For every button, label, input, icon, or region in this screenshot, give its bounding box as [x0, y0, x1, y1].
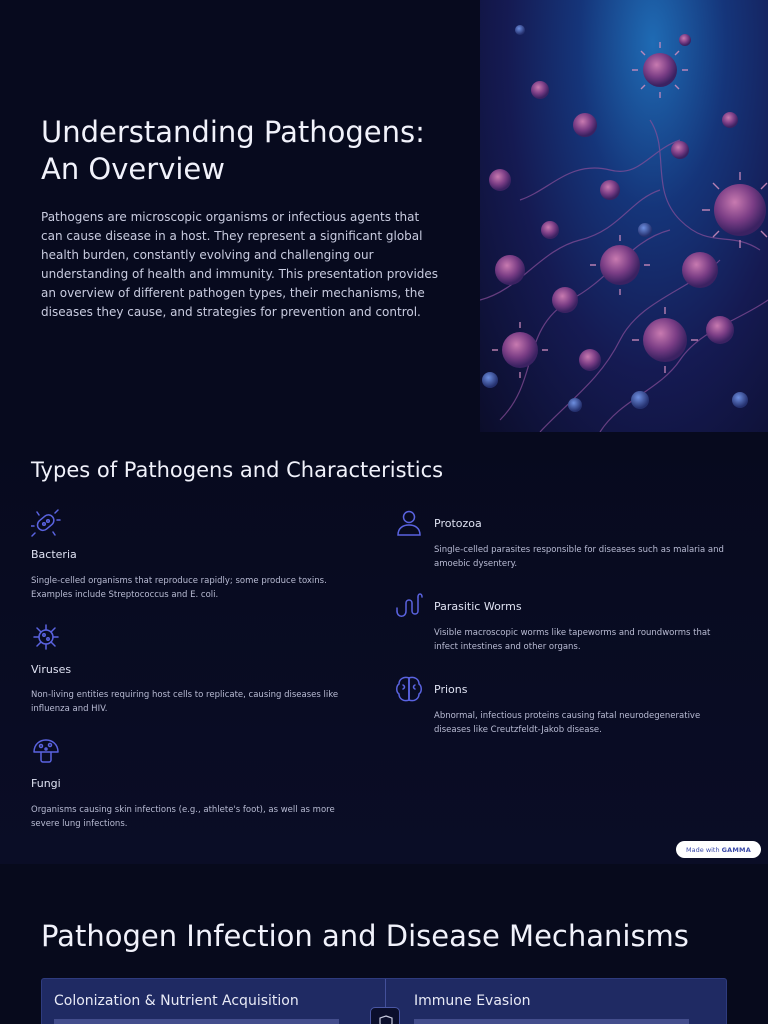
pathogen-card-protozoa: [394, 508, 734, 578]
pathogen-card-fungi: [31, 737, 371, 837]
pathogen-hero-image: [480, 0, 768, 432]
bacteria-icon: [31, 508, 61, 538]
mechanism-title-immune-evasion: Immune Evasion: [414, 993, 531, 1009]
truncated-text-line: [54, 1019, 339, 1024]
pathogen-types-slide: [0, 432, 768, 864]
virus-illustration: [480, 0, 768, 432]
pathogen-description: Visible macroscopic worms like tapeworms and roundworms that infect intestines and other organs.: [434, 628, 711, 652]
mechanism-comparison-card: [41, 978, 727, 1024]
pathogen-card-parasitic-worms: [394, 591, 734, 661]
pathogen-name: Bacteria: [31, 548, 77, 561]
pathogen-card-prions: [394, 674, 734, 744]
slide-title: Understanding Pathogens: An Overview: [41, 115, 425, 186]
title-slide: [0, 0, 768, 432]
pathogen-card-bacteria: [31, 508, 371, 608]
badge-prefix: Made with: [686, 845, 720, 854]
pathogen-name: Fungi: [31, 777, 61, 790]
pathogen-name: Prions: [434, 683, 468, 696]
pathogen-description: Organisms causing skin infections (e.g., athlete's foot), as well as more severe lung infections.: [31, 805, 335, 829]
slide-intro-text: Pathogens are microscopic organisms or infectious agents that can cause disease in a host. They represent a significant global health burden, constantly evolving and challenging our understanding of health and immunity. This presentation provides an overview of different pathogen types, their mechanisms, the diseases they cause, and strategies for prevention and control.: [41, 210, 439, 319]
worm-icon: [394, 591, 424, 621]
virus-icon: [31, 622, 61, 652]
pathogen-description: Non-living entities requiring host cells to replicate, causing diseases like influenza and HIV.: [31, 690, 339, 714]
made-with-gamma-badge[interactable]: [676, 841, 761, 858]
pathogen-description: Single-celled parasites responsible for diseases such as malaria and amoebic dysentery.: [434, 545, 724, 569]
pathogen-name: Parasitic Worms: [434, 600, 522, 613]
pathogen-name: Protozoa: [434, 517, 482, 530]
section-title: Pathogen Infection and Disease Mechanisms: [41, 919, 689, 953]
gamma-logo-text: GAMMA: [721, 845, 751, 854]
mushroom-icon: [31, 737, 61, 767]
person-icon: [394, 508, 424, 538]
truncated-text-line: [414, 1019, 689, 1024]
pathogen-description: Single-celled organisms that reproduce rapidly; some produce toxins. Examples include Streptococcus and E. coli.: [31, 576, 327, 600]
section-title: Types of Pathogens and Characteristics: [31, 458, 444, 482]
brain-icon: [394, 674, 424, 704]
pathogen-name: Viruses: [31, 663, 72, 676]
mechanisms-slide: [0, 864, 768, 1024]
pathogen-description: Abnormal, infectious proteins causing fatal neurodegenerative diseases like Creutzfeldt-Jakob disease.: [434, 711, 701, 735]
mechanism-title-colonization: Colonization & Nutrient Acquisition: [54, 993, 299, 1009]
pathogen-card-viruses: [31, 622, 371, 722]
shield-icon: [370, 1007, 400, 1024]
